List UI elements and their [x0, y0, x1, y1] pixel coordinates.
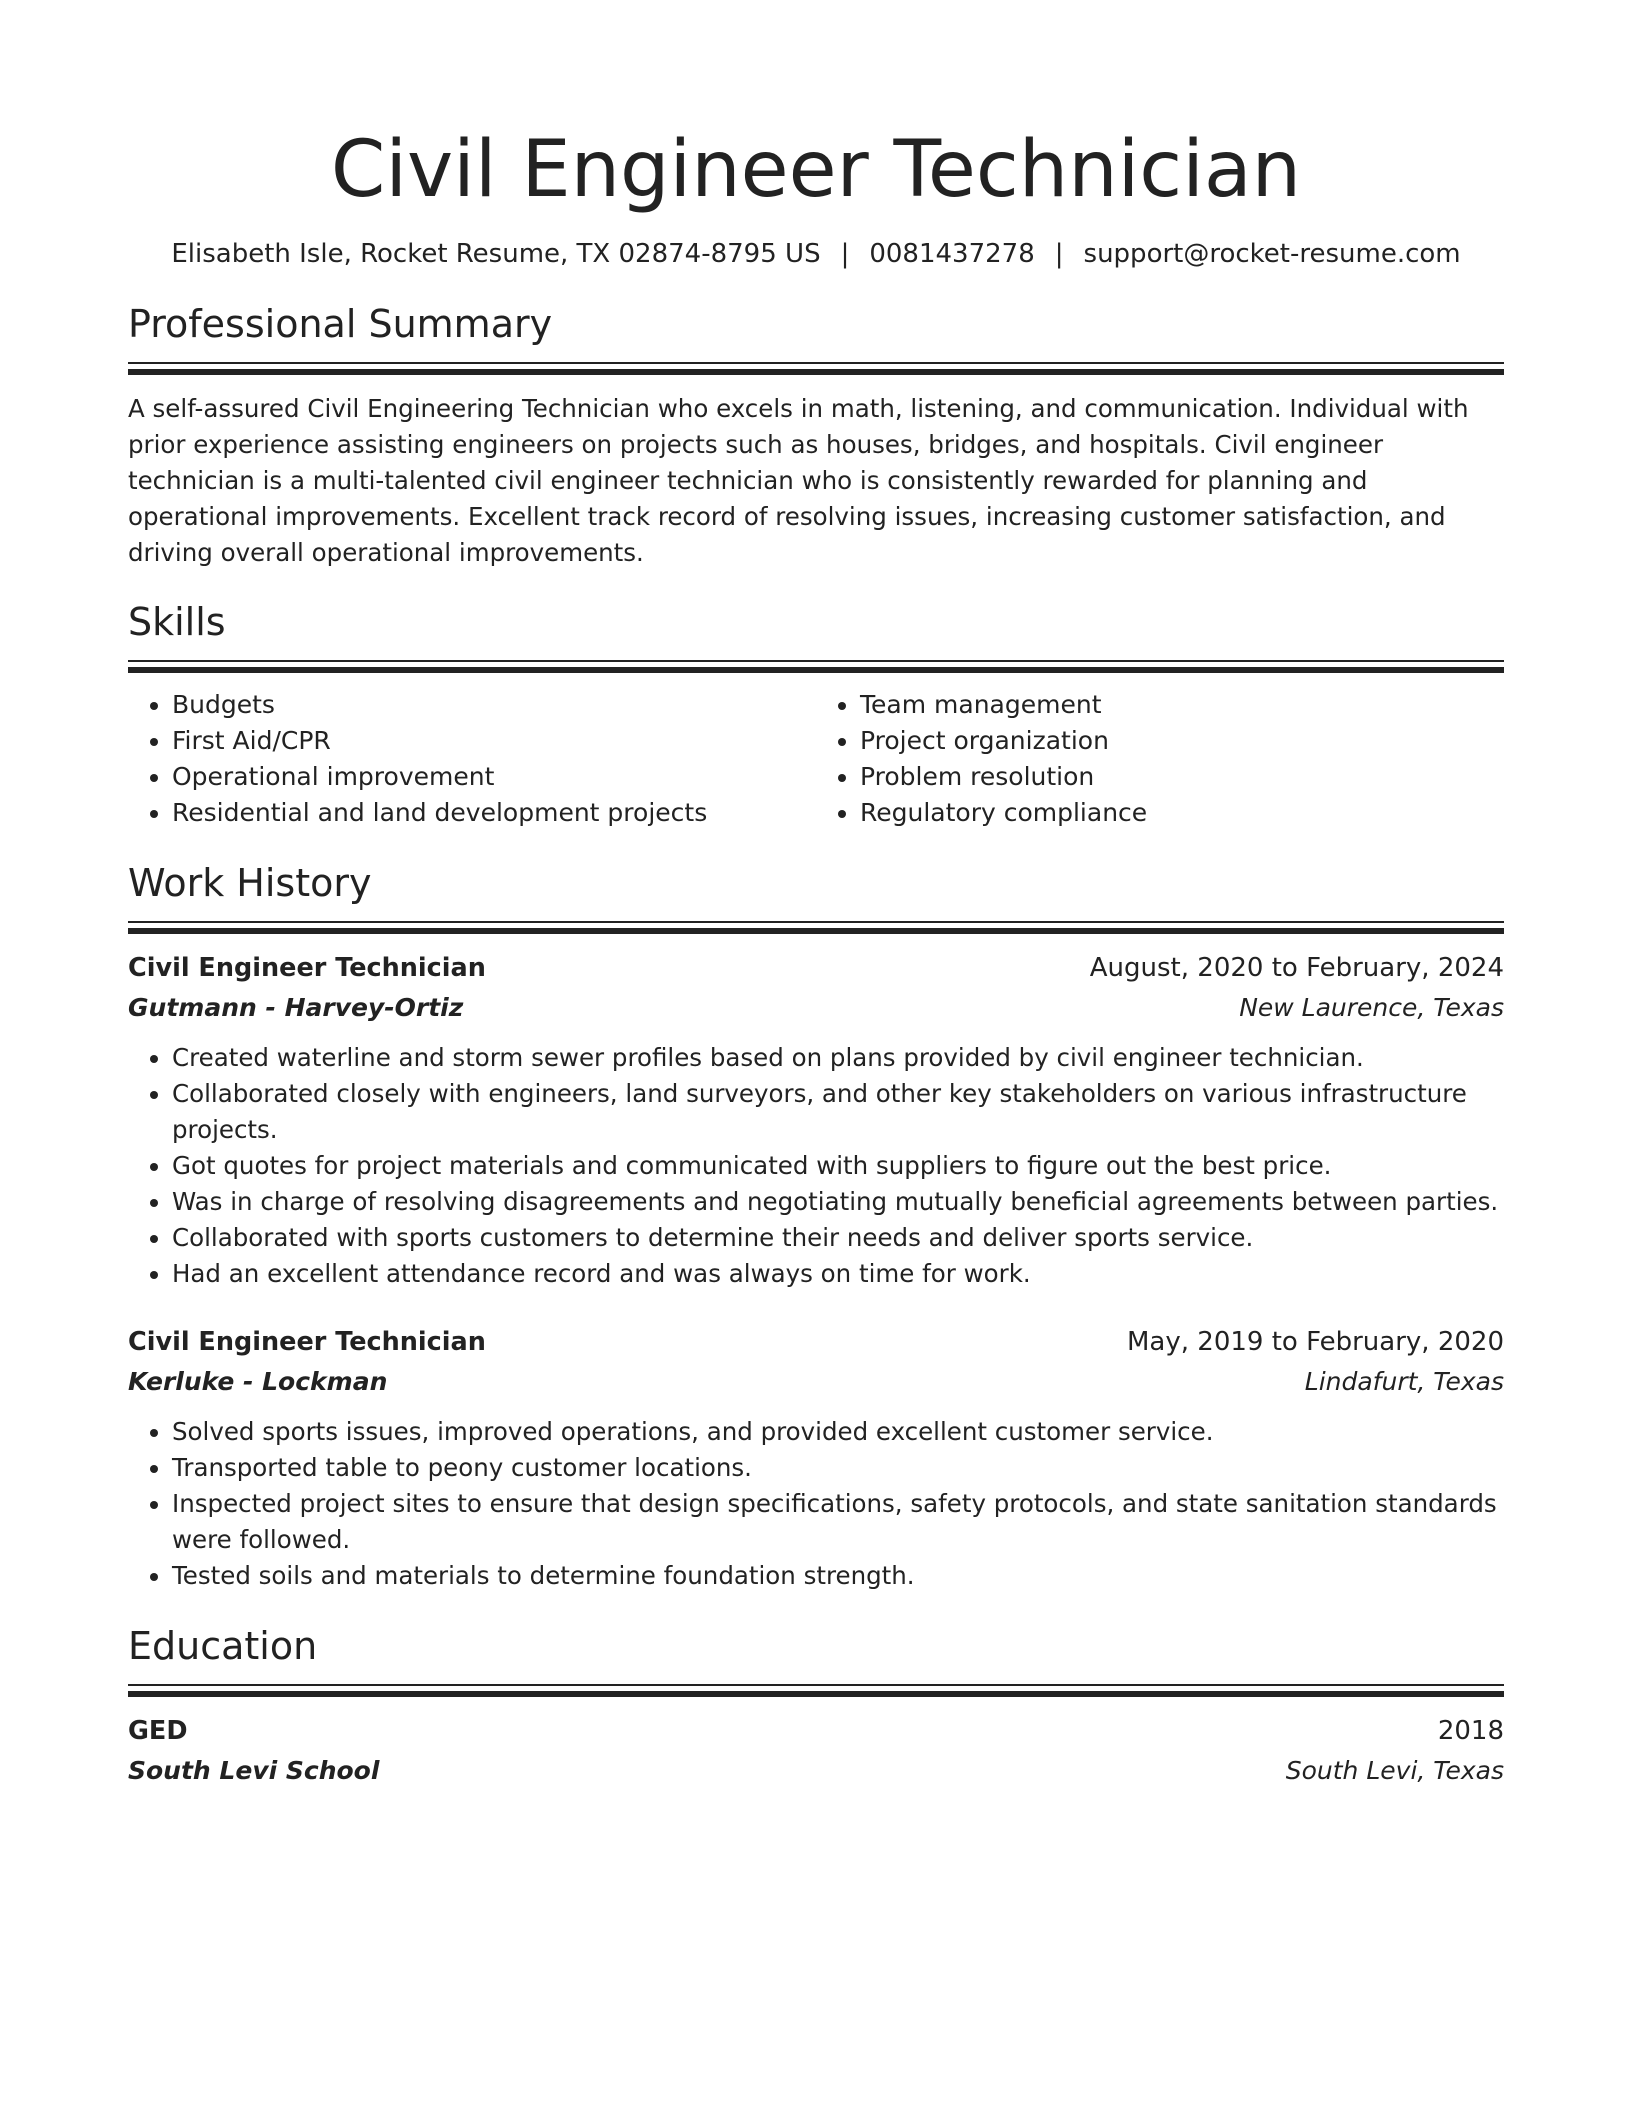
education-degree: GED: [128, 1715, 188, 1746]
job-company: Gutmann - Harvey-Ortiz: [128, 992, 464, 1022]
job-bullet: • Was in charge of resolving disagreements and negotiating mutually beneficial agreements between parties.: [172, 1184, 1504, 1220]
job-bullets: [128, 1414, 1504, 1594]
job-bullet: • Created waterline and storm sewer profiles based on plans provided by civil engineer technician.: [172, 1040, 1504, 1076]
summary-text: A self-assured Civil Engineering Technician who excels in math, listening, and communication. Individual with prior experience assisting engineers on projects such as houses, bridges, and hospitals. Civil engineer technician is a multi-talented civil engineer technician who is consistently rewarded for planning and operational improvements. Excellent track record of resolving issues, increasing customer satisfaction, and driving overall operational improvements.: [128, 394, 1469, 567]
job-bullets: [128, 1040, 1504, 1292]
education-header: [128, 1711, 1504, 1751]
education-location: South Levi, Texas: [1285, 1755, 1504, 1785]
section-divider: [128, 1684, 1504, 1697]
job-dates: May, 2019 to February, 2020: [1127, 1326, 1504, 1357]
job-location: New Laurence, Texas: [1239, 992, 1504, 1022]
section-title-work: Work History: [128, 860, 372, 905]
skill-item: • Regulatory compliance: [860, 795, 1504, 831]
job-bullet: • Got quotes for project materials and communicated with suppliers to figure out the best price.: [172, 1148, 1504, 1184]
skills-column-left: [128, 687, 816, 831]
skills-columns: [128, 687, 1504, 831]
contact-line: [128, 236, 1504, 272]
section-divider: [128, 660, 1504, 673]
job-bullet: • Solved sports issues, improved operations, and provided excellent customer service.: [172, 1414, 1504, 1450]
section-title-education: Education: [128, 1623, 318, 1668]
contact-phone: 0081437278: [869, 239, 1035, 269]
education-school: South Levi School: [128, 1755, 380, 1785]
contact-email: support@rocket-resume.com: [1083, 239, 1461, 269]
skills-column-right: [816, 687, 1504, 831]
section-title-skills: Skills: [128, 599, 226, 644]
education-year: 2018: [1437, 1715, 1504, 1746]
skill-item: • Project organization: [860, 723, 1504, 759]
job-company: Kerluke - Lockman: [128, 1366, 388, 1396]
contact-separator: |: [840, 239, 850, 269]
education-entry: [128, 1711, 1504, 1791]
job-header: [128, 1322, 1504, 1362]
job-title: Civil Engineer Technician: [128, 1326, 486, 1357]
education-subheader: [128, 1751, 1504, 1791]
job-location: Lindafurt, Texas: [1304, 1366, 1504, 1396]
job-bullet: • Tested soils and materials to determine foundation strength.: [172, 1558, 1504, 1594]
section-divider: [128, 362, 1504, 375]
job-bullet: • Transported table to peony customer locations.: [172, 1450, 1504, 1486]
job-entry: [128, 1322, 1504, 1594]
job-bullet: • Inspected project sites to ensure that design specifications, safety protocols, and state sanitation standards were followed.: [172, 1486, 1504, 1558]
job-bullet: • Collaborated closely with engineers, land surveyors, and other key stakeholders on various infrastructure projects.: [172, 1076, 1504, 1148]
contact-separator: |: [1054, 239, 1064, 269]
job-dates: August, 2020 to February, 2024: [1089, 952, 1504, 983]
resume-title: Civil Engineer Technician: [330, 125, 1302, 215]
job-entry: [128, 948, 1504, 1292]
job-bullet: • Collaborated with sports customers to determine their needs and deliver sports service.: [172, 1220, 1504, 1256]
skill-item: • Problem resolution: [860, 759, 1504, 795]
skill-item: • Budgets: [172, 687, 816, 723]
skill-item: • Operational improvement: [172, 759, 816, 795]
job-subheader: [128, 1362, 1504, 1402]
skills-section: [128, 596, 1504, 831]
summary-section: [128, 298, 1504, 571]
education-section: [128, 1620, 1504, 1791]
section-title-summary: Professional Summary: [128, 302, 553, 346]
work-section: [128, 857, 1504, 1594]
job-bullet: • Had an excellent attendance record and was always on time for work.: [172, 1256, 1504, 1292]
job-header: [128, 948, 1504, 988]
job-title: Civil Engineer Technician: [128, 952, 486, 983]
skill-item: • Team management: [860, 687, 1504, 723]
skill-item: • Residential and land development projects: [172, 795, 816, 831]
skill-item: • First Aid/CPR: [172, 723, 816, 759]
section-divider: [128, 921, 1504, 934]
job-subheader: [128, 988, 1504, 1028]
contact-address: Elisabeth Isle, Rocket Resume, TX 02874-8795 US: [171, 239, 821, 269]
